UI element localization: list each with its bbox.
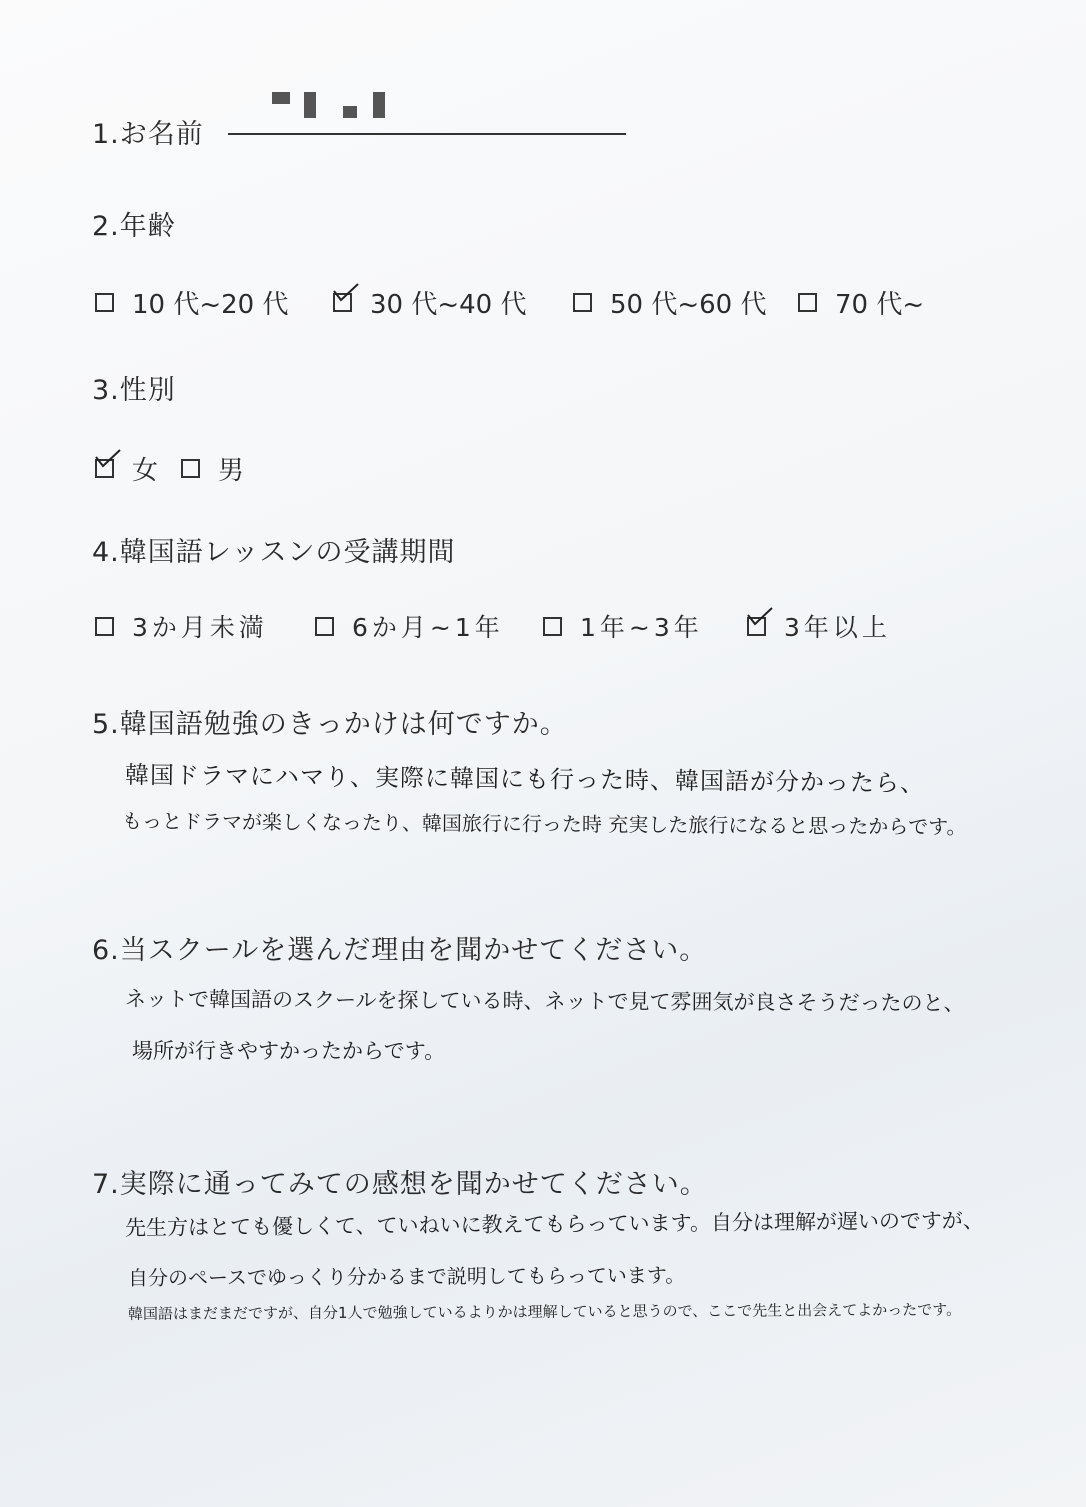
- gender-option-label: 男: [218, 456, 245, 486]
- redacted-name-block: [272, 92, 290, 104]
- checkbox[interactable]: [573, 293, 592, 312]
- answer-reason-line: ネットで韓国語のスクールを探している時、ネットで見て雰囲気が良さそうだったのと、: [124, 987, 965, 1016]
- period-option-label: 3年以上: [784, 613, 891, 642]
- age-option-label: 30 代~40 代: [370, 290, 527, 320]
- checkbox[interactable]: [798, 293, 817, 312]
- question-impression: 7.実際に通ってみての感想を聞かせてください。: [92, 1169, 708, 1200]
- gender-option-female[interactable]: [95, 450, 181, 487]
- period-options: [95, 608, 891, 644]
- age-option-70[interactable]: [798, 284, 924, 321]
- age-options: [95, 284, 924, 321]
- question-name: 1.お名前: [92, 119, 204, 150]
- answer-motivation-line: 韓国ドラマにハマり、実際に韓国にも行った時、韓国語が分かったら、: [124, 761, 926, 798]
- question-motivation: 5.韓国語勉強のきっかけは何ですか。: [92, 709, 568, 740]
- age-option-label: 70 代~: [835, 290, 925, 320]
- period-option-1y-3y[interactable]: [543, 608, 747, 644]
- checkbox-checked[interactable]: [333, 293, 352, 312]
- checkmark-icon: [745, 606, 775, 630]
- checkbox[interactable]: [95, 617, 114, 636]
- answer-reason-line: 場所が行きやすかったからです。: [132, 1039, 446, 1063]
- redacted-name-block: [343, 106, 357, 118]
- answer-impression-line: 自分のペースでゆっくり分かるまで説明してもらっています。: [127, 1263, 686, 1290]
- question-gender: 3.性別: [92, 375, 176, 406]
- checkbox-checked[interactable]: [747, 617, 766, 636]
- redacted-name-block: [304, 92, 316, 118]
- gender-option-label: 女: [132, 456, 159, 486]
- answer-impression-line: 先生方はとても優しくて、ていねいに教えてもらっています。自分は理解が遅いのですが、: [124, 1208, 984, 1240]
- checkmark-icon: [331, 282, 361, 306]
- period-option-label: 1年~3年: [580, 613, 703, 642]
- checkbox[interactable]: [181, 459, 200, 478]
- checkbox[interactable]: [95, 293, 114, 312]
- gender-option-male[interactable]: [181, 450, 244, 487]
- age-option-label: 10 代~20 代: [132, 290, 289, 320]
- period-option-over-3y[interactable]: [747, 608, 891, 644]
- checkbox-checked[interactable]: [95, 459, 114, 478]
- name-underline: [228, 133, 626, 135]
- age-option-label: 50 代~60 代: [610, 290, 767, 320]
- age-option-50-60[interactable]: [573, 284, 798, 321]
- checkmark-icon: [93, 448, 123, 472]
- answer-motivation-line: もっとドラマが楽しくなったり、韓国旅行に行った時 充実した旅行になると思ったからです。: [121, 809, 967, 839]
- period-option-label: 6か月~1年: [352, 613, 504, 642]
- question-age: 2.年齢: [92, 211, 176, 242]
- answer-impression-line: 韓国語はまだまだですが、自分1人で勉強しているよりかは理解していると思うので、ここで先生と出会えてよかったです。: [127, 1300, 962, 1323]
- question-reason: 6.当スクールを選んだ理由を聞かせてください。: [92, 935, 708, 966]
- age-option-30-40[interactable]: [333, 284, 573, 321]
- checkbox[interactable]: [543, 617, 562, 636]
- period-option-label: 3か月未満: [132, 613, 268, 642]
- question-period: 4.韓国語レッスンの受講期間: [92, 537, 456, 568]
- period-option-under-3m[interactable]: [95, 608, 315, 644]
- period-option-6m-1y[interactable]: [315, 608, 543, 644]
- checkbox[interactable]: [315, 617, 334, 636]
- age-option-10-20[interactable]: [95, 284, 333, 321]
- gender-options: [95, 450, 244, 487]
- redacted-name-block: [373, 92, 385, 118]
